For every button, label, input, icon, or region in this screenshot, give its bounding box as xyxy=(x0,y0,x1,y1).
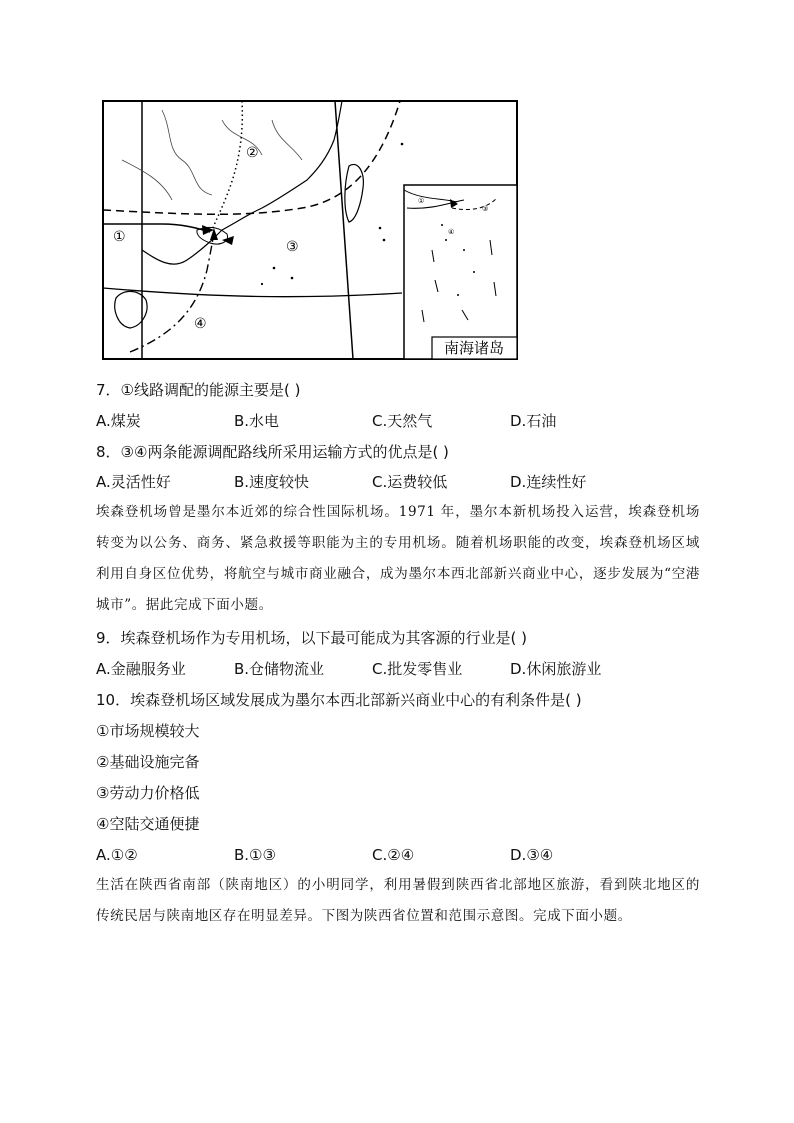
inset-route-1-label: ① xyxy=(418,197,425,205)
q8-option-a[interactable]: A.灵活性好 xyxy=(96,473,171,491)
q7-option-a[interactable]: A.煤炭 xyxy=(96,412,141,430)
q10-options xyxy=(96,845,716,865)
passage-shaanxi xyxy=(96,870,700,932)
q8-options xyxy=(96,472,716,492)
q8-option-d[interactable]: D.连续性好 xyxy=(510,473,587,491)
q7-option-b[interactable]: B.水电 xyxy=(234,412,280,430)
q7-option-c[interactable]: C.天然气 xyxy=(372,412,433,430)
passage-airport-text: 埃森登机场曾是墨尔本近郊的综合性国际机场。1971 年，墨尔本新机场投入运营，埃森登机场转变为以公务、商务、紧急救援等职能为主的专用机场。随着机场职能的改变，埃森登机场区域利用自身区位优势，将航空与城市商业融合，成为墨尔本西北部新兴商业中心，逐步发展为“空港城市”。据此完成下面小题。 xyxy=(96,504,700,613)
q7-option-d[interactable]: D.石油 xyxy=(510,412,557,430)
q9-stem: 9．埃森登机场作为专用机场，以下最可能成为其客源的行业是( ) xyxy=(96,629,528,647)
route-2-label: ② xyxy=(246,145,259,161)
q10-option-b[interactable]: B.①③ xyxy=(234,846,276,864)
q10-item-4: ④空陆交通便捷 xyxy=(96,815,200,833)
q10-stem: 10．埃森登机场区域发展成为墨尔本西北部新兴商业中心的有利条件是( ) xyxy=(96,691,582,709)
q8-option-c[interactable]: C.运费较低 xyxy=(372,473,448,491)
inset-title: 南海诸岛 xyxy=(443,339,505,357)
q10-option-c[interactable]: C.②④ xyxy=(372,846,415,864)
inset-route-3-label: ③ xyxy=(482,205,489,213)
q9-option-d[interactable]: D.休闲旅游业 xyxy=(510,660,602,678)
q10-option-a[interactable]: A.①② xyxy=(96,846,138,864)
q10-item-3: ③劳动力价格低 xyxy=(96,784,200,802)
q9-options xyxy=(96,659,716,679)
passage-airport xyxy=(96,497,700,621)
route-3-label: ③ xyxy=(286,239,299,255)
passage-shaanxi-text: 生活在陕西省南部（陕南地区）的小明同学，利用暑假到陕西省北部地区旅游，看到陕北地区的传统民居与陕南地区存在明显差异。下图为陕西省位置和范围示意图。完成下面小题。 xyxy=(96,877,700,924)
q8-stem: 8．③④两条能源调配路线所采用运输方式的优点是( ) xyxy=(96,443,449,461)
q9-option-c[interactable]: C.批发零售业 xyxy=(372,660,463,678)
energy-route-map xyxy=(102,100,518,360)
inset-route-4-label: ④ xyxy=(448,228,455,236)
route-1-label: ① xyxy=(113,229,126,245)
south-china-sea-inset xyxy=(404,185,517,359)
q9-option-b[interactable]: B.仓储物流业 xyxy=(234,660,325,678)
q7-stem: 7．①线路调配的能源主要是( ) xyxy=(96,381,301,399)
q8-option-b[interactable]: B.速度较快 xyxy=(234,473,310,491)
q10-item-1: ①市场规模较大 xyxy=(96,722,200,740)
q10-item-2: ②基础设施完备 xyxy=(96,753,200,771)
q10-option-d[interactable]: D.③④ xyxy=(510,846,554,864)
q9-option-a[interactable]: A.金融服务业 xyxy=(96,660,186,678)
q7-options xyxy=(96,411,716,431)
route-4-label: ④ xyxy=(194,316,207,332)
